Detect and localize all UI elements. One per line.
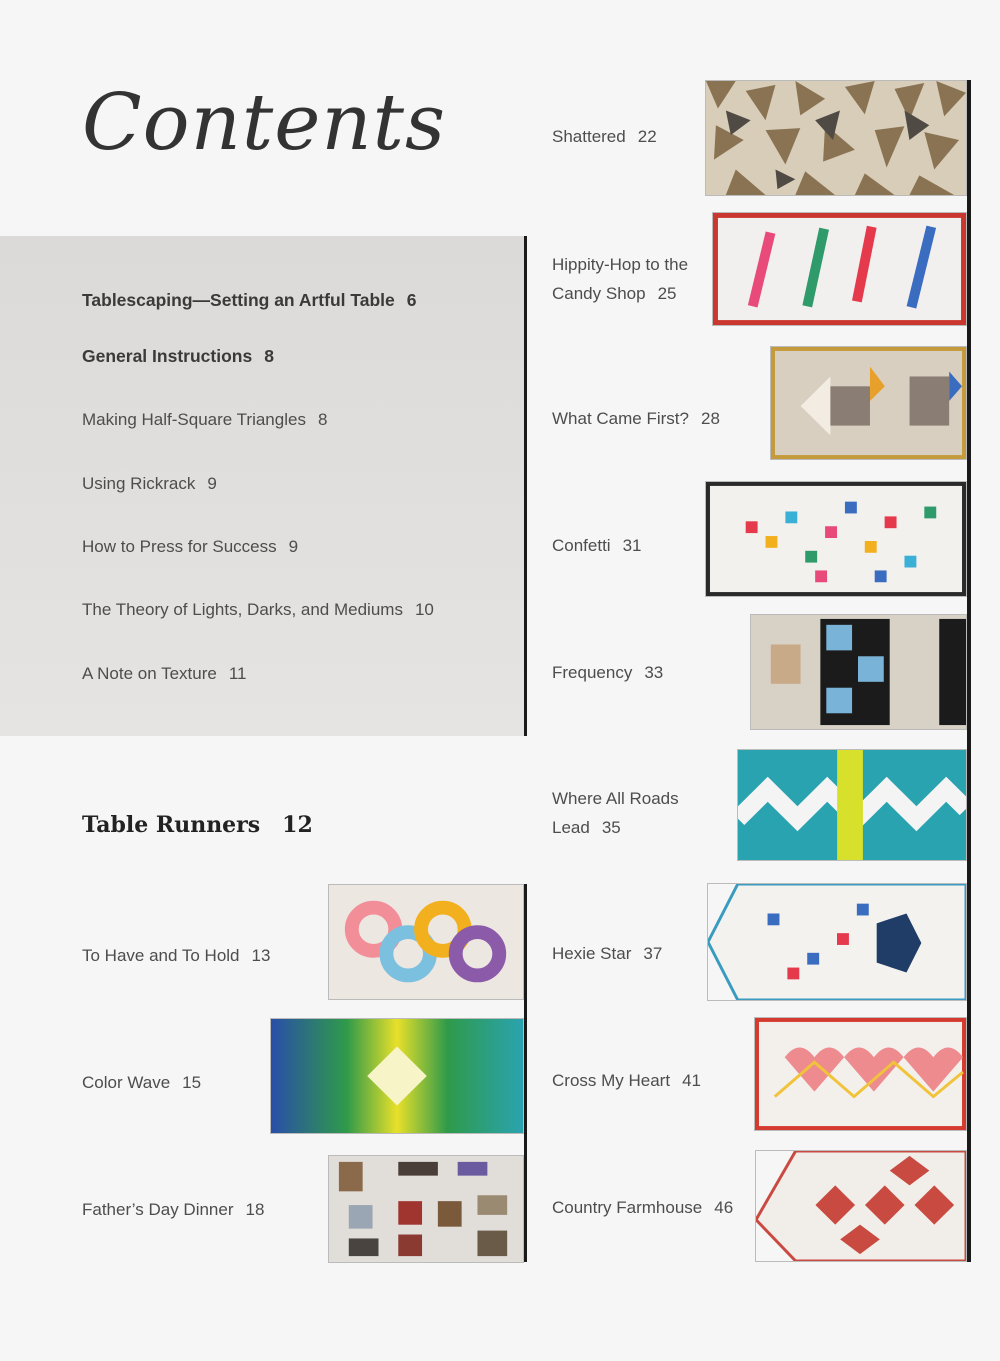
entry-label-line1: Where All Roads [552, 789, 679, 808]
toc-entry-to-have-and-to-hold[interactable] [82, 946, 270, 966]
quilt-photo-color-wave[interactable] [270, 1018, 524, 1134]
intro-panel-rule [524, 236, 527, 736]
entry-label: Tablescaping—Setting an Artful Table [82, 290, 395, 310]
entry-label: Color Wave [82, 1073, 171, 1092]
toc-entry-confetti[interactable] [552, 531, 642, 560]
quilt-photo-confetti[interactable] [705, 481, 967, 597]
entry-page: 18 [245, 1200, 265, 1219]
toc-entry-where-all-roads-lead[interactable] [552, 784, 679, 842]
entry-page: 28 [700, 409, 720, 428]
entry-label: Shattered [552, 127, 626, 146]
entry-page: 10 [414, 600, 434, 619]
toc-entry-theory-of-lights[interactable] [82, 600, 434, 620]
entry-label-line2: Lead [552, 818, 590, 837]
toc-entry-frequency[interactable] [552, 658, 663, 687]
toc-entry-press-for-success[interactable] [82, 537, 298, 557]
quilt-photo-hexie-star[interactable] [707, 883, 967, 1001]
intro-panel [0, 236, 526, 736]
entry-label: Country Farmhouse [552, 1198, 703, 1217]
entry-label-line2: Candy Shop [552, 284, 646, 303]
toc-entry-note-on-texture[interactable] [82, 664, 247, 684]
entry-page: 33 [644, 663, 664, 682]
entry-label: Hexie Star [552, 944, 632, 963]
quilt-photo-frequency[interactable] [750, 614, 967, 730]
toc-entry-using-rickrack[interactable] [82, 474, 217, 494]
right-column-rule [967, 80, 971, 1262]
toc-entry-what-came-first[interactable] [552, 404, 720, 433]
quilt-photo-what-came-first[interactable] [770, 346, 967, 460]
entry-page: 8 [317, 410, 328, 429]
entry-label: To Have and To Hold [82, 946, 240, 965]
section-heading-label: Table Runners [82, 812, 261, 838]
entry-label: Making Half-Square Triangles [82, 410, 306, 429]
entry-page: 41 [682, 1071, 701, 1090]
entry-label: Frequency [552, 663, 633, 682]
entry-label: How to Press for Success [82, 537, 277, 556]
section-heading-page: 12 [282, 812, 313, 838]
entry-label: Cross My Heart [552, 1071, 671, 1090]
entry-page: 46 [714, 1198, 734, 1217]
entry-page: 35 [601, 818, 621, 837]
entry-page: 37 [643, 944, 663, 963]
entry-label: A Note on Texture [82, 664, 217, 683]
toc-entry-cross-my-heart[interactable] [552, 1066, 701, 1095]
entry-page: 9 [207, 474, 217, 493]
entry-page: 13 [251, 946, 271, 965]
toc-entry-color-wave[interactable] [82, 1073, 201, 1093]
toc-entry-tablescaping[interactable] [82, 290, 417, 311]
entry-page: 15 [182, 1073, 202, 1092]
quilt-photo-cross-my-heart[interactable] [754, 1017, 967, 1131]
section-heading-table-runners[interactable] [82, 812, 313, 838]
entry-label-line1: Hippity-Hop to the [552, 255, 689, 274]
left-runners-rule [524, 884, 527, 1262]
toc-entry-general-instructions[interactable] [82, 346, 274, 367]
quilt-photo-fathers-day-dinner[interactable] [328, 1155, 524, 1263]
toc-entry-fathers-day-dinner[interactable] [82, 1200, 264, 1220]
quilt-photo-to-have-and-to-hold[interactable] [328, 884, 524, 1000]
quilt-photo-country-farmhouse[interactable] [755, 1150, 967, 1262]
contents-title: Contents [82, 78, 446, 168]
entry-label: Using Rickrack [82, 474, 196, 493]
entry-page: 11 [228, 664, 247, 683]
entry-page: 8 [264, 346, 274, 366]
quilt-photo-shattered[interactable] [705, 80, 967, 196]
entry-page: 22 [637, 127, 657, 146]
quilt-photo-where-all-roads-lead[interactable] [737, 749, 967, 861]
entry-label: Father’s Day Dinner [82, 1200, 234, 1219]
entry-label: Confetti [552, 536, 611, 555]
entry-page: 31 [622, 536, 642, 555]
toc-entry-country-farmhouse[interactable] [552, 1193, 733, 1222]
toc-entry-half-square-triangles[interactable] [82, 410, 327, 430]
toc-entry-shattered[interactable] [552, 122, 657, 151]
entry-page: 6 [406, 290, 417, 310]
quilt-photo-hippity-hop[interactable] [712, 212, 967, 326]
entry-page: 25 [657, 284, 677, 303]
entry-page: 9 [288, 537, 299, 556]
toc-entry-hippity-hop[interactable] [552, 250, 688, 308]
toc-entry-hexie-star[interactable] [552, 939, 662, 968]
entry-label: The Theory of Lights, Darks, and Mediums [82, 600, 403, 619]
entry-label: General Instructions [82, 346, 253, 366]
entry-label: What Came First? [552, 409, 689, 428]
